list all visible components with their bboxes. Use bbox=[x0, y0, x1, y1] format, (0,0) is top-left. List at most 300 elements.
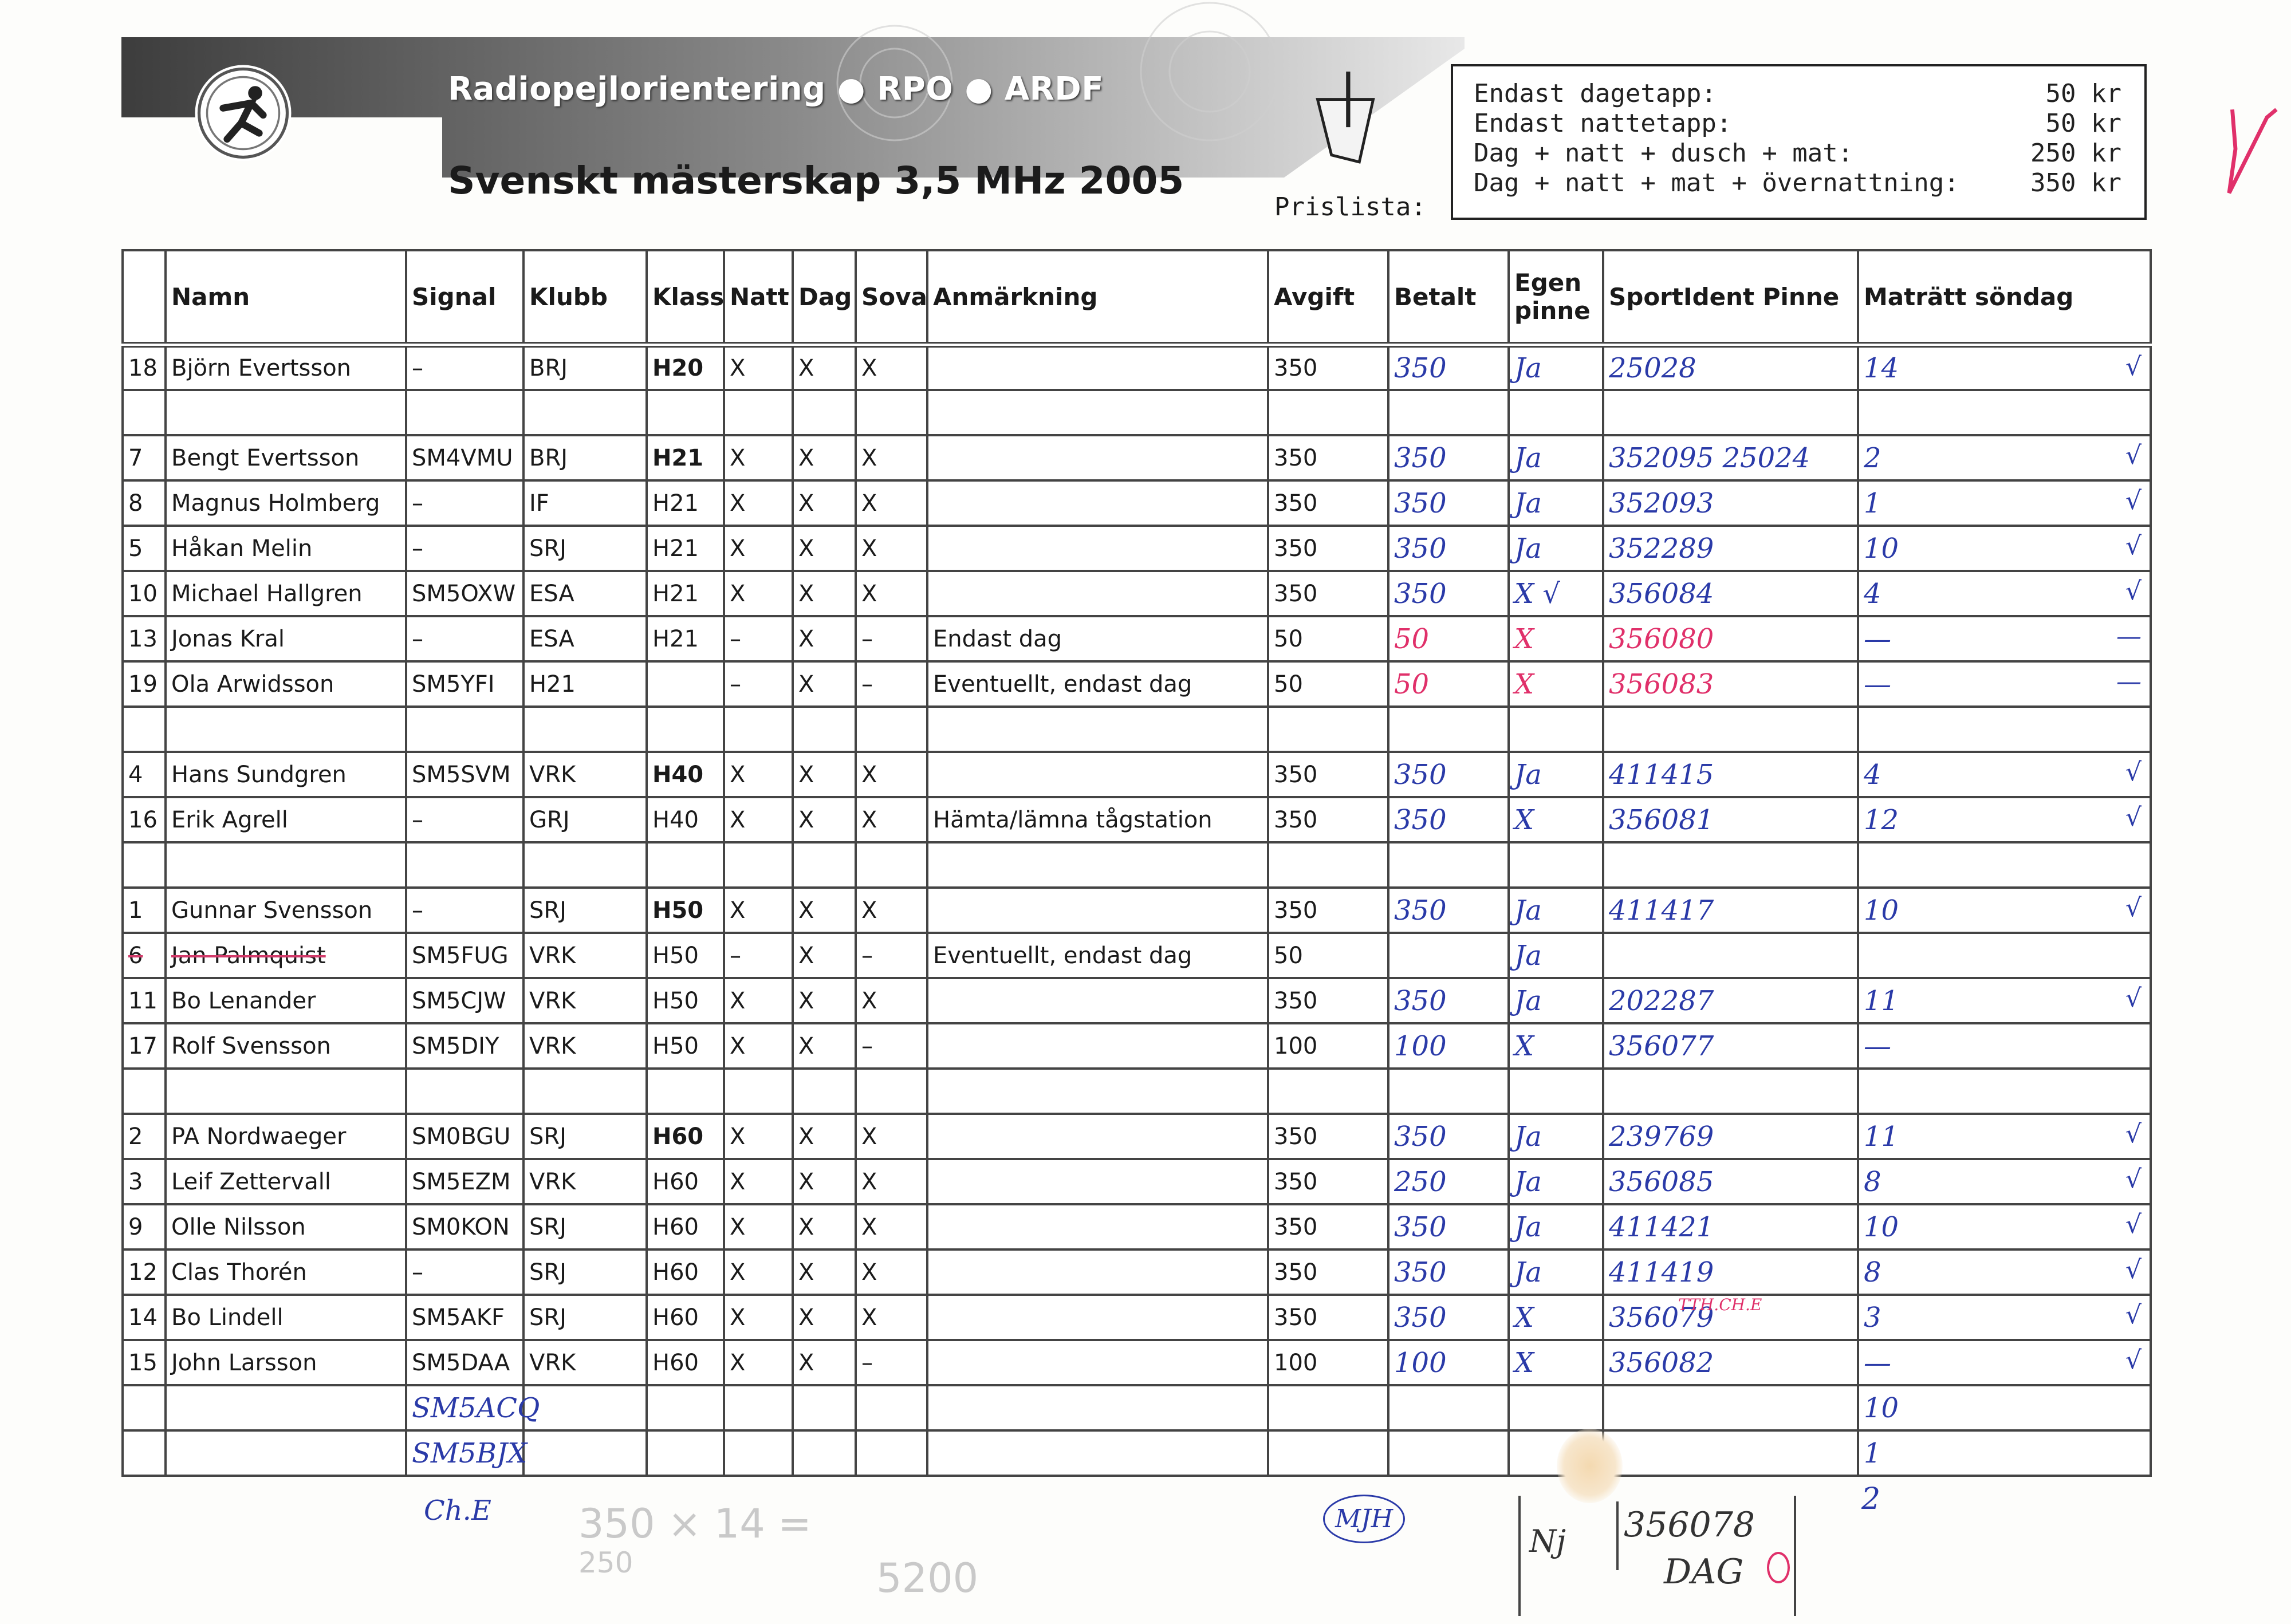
cell-avgift: 350 bbox=[1268, 888, 1388, 933]
table-row bbox=[123, 1023, 2151, 1069]
cell-nr: 12 bbox=[123, 1249, 166, 1295]
cell-egen: Ja bbox=[1509, 978, 1603, 1023]
cell-betalt: 350 bbox=[1388, 345, 1509, 390]
cell-egen: X √ bbox=[1509, 571, 1603, 616]
cell-si bbox=[1603, 1430, 1858, 1476]
cell-egen: Ja bbox=[1509, 1159, 1603, 1204]
cell-signal: – bbox=[406, 797, 523, 842]
cell-namn bbox=[166, 1385, 406, 1430]
cell-namn: Björn Evertsson bbox=[166, 345, 406, 390]
check-mark: — bbox=[2116, 622, 2142, 651]
cell-avgift: 350 bbox=[1268, 797, 1388, 842]
cell-dag: X bbox=[793, 797, 856, 842]
cell-betalt: 50 bbox=[1388, 661, 1509, 707]
cell-nr: 6 bbox=[123, 933, 166, 978]
cell-natt bbox=[724, 842, 793, 888]
cell-dag: X bbox=[793, 1204, 856, 1249]
cell-sova: X bbox=[856, 1204, 927, 1249]
cell-anm bbox=[927, 1295, 1268, 1340]
cell-mat: — — bbox=[1858, 616, 2151, 661]
cell-egen bbox=[1509, 1385, 1603, 1430]
table-spacer-row bbox=[123, 842, 2151, 888]
cell-si: 356081 bbox=[1603, 797, 1858, 842]
cell-avgift bbox=[1268, 390, 1388, 435]
cell-anm bbox=[927, 1430, 1268, 1476]
cell-nr: 18 bbox=[123, 345, 166, 390]
cell-klass: H60 bbox=[647, 1340, 724, 1385]
table-row bbox=[123, 435, 2151, 480]
cell-natt bbox=[724, 1069, 793, 1114]
cell-avgift: 100 bbox=[1268, 1023, 1388, 1069]
cell-namn: Clas Thorén bbox=[166, 1249, 406, 1295]
cell-dag: X bbox=[793, 661, 856, 707]
cell-klass: H50 bbox=[647, 978, 724, 1023]
cell-sova: – bbox=[856, 1340, 927, 1385]
cell-nr: 19 bbox=[123, 661, 166, 707]
cell-klass bbox=[647, 661, 724, 707]
cell-nr: 10 bbox=[123, 571, 166, 616]
cell-signal bbox=[406, 390, 523, 435]
cell-natt: – bbox=[724, 933, 793, 978]
column-header: Egen pinne bbox=[1509, 250, 1603, 345]
column-header: Klubb bbox=[523, 250, 647, 345]
cell-sova: – bbox=[856, 1023, 927, 1069]
cell-klass: H50 bbox=[647, 888, 724, 933]
cell-betalt bbox=[1388, 933, 1509, 978]
cell-signal: SM5DAA bbox=[406, 1340, 523, 1385]
cell-namn: John Larsson bbox=[166, 1340, 406, 1385]
check-mark: √ bbox=[2125, 1346, 2142, 1375]
column-header: Sova bbox=[856, 250, 927, 345]
cell-egen: Ja bbox=[1509, 526, 1603, 571]
cell-anm bbox=[927, 752, 1268, 797]
cell-mat: 10 bbox=[1858, 1385, 2151, 1430]
cell-namn bbox=[166, 707, 406, 752]
cell-natt: – bbox=[724, 616, 793, 661]
page-title: Svenskt mästerskap 3,5 MHz 2005 bbox=[448, 159, 1184, 203]
cell-dag: X bbox=[793, 1023, 856, 1069]
annotation-mat-extra: 2 bbox=[1861, 1482, 1881, 1516]
cell-si bbox=[1603, 390, 1858, 435]
column-header: Dag bbox=[793, 250, 856, 345]
cell-si: 356083 bbox=[1603, 661, 1858, 707]
table-row bbox=[123, 1430, 2151, 1476]
check-mark: √ bbox=[2125, 441, 2142, 470]
cell-natt: X bbox=[724, 345, 793, 390]
cell-mat: 14 √ bbox=[1858, 345, 2151, 390]
cell-klubb: BRJ bbox=[523, 345, 647, 390]
cell-namn: Magnus Holmberg bbox=[166, 480, 406, 526]
cell-si: 356082 bbox=[1603, 1340, 1858, 1385]
bottom-box-divider bbox=[1616, 1501, 1619, 1570]
cell-dag: X bbox=[793, 1159, 856, 1204]
cell-avgift bbox=[1268, 842, 1388, 888]
cell-sova bbox=[856, 842, 927, 888]
cell-avgift: 350 bbox=[1268, 1295, 1388, 1340]
cell-sova: X bbox=[856, 1295, 927, 1340]
cell-nr bbox=[123, 1385, 166, 1430]
cell-klass: H21 bbox=[647, 435, 724, 480]
check-mark: √ bbox=[2125, 984, 2142, 1013]
price-list-label: Prislista: bbox=[1274, 192, 1426, 222]
cell-dag: X bbox=[793, 888, 856, 933]
cell-si: 411417 bbox=[1603, 888, 1858, 933]
cell-dag: X bbox=[793, 1340, 856, 1385]
cell-si bbox=[1603, 707, 1858, 752]
cell-egen: Ja bbox=[1509, 345, 1603, 390]
cell-natt: X bbox=[724, 752, 793, 797]
column-header: SportIdent Pinne bbox=[1603, 250, 1858, 345]
cell-avgift: 350 bbox=[1268, 435, 1388, 480]
cell-betalt: 350 bbox=[1388, 797, 1509, 842]
cell-namn: Hans Sundgren bbox=[166, 752, 406, 797]
cell-egen: X bbox=[1509, 797, 1603, 842]
cell-signal: SM4VMU bbox=[406, 435, 523, 480]
cell-avgift bbox=[1268, 707, 1388, 752]
cell-anm bbox=[927, 1114, 1268, 1159]
cell-egen: Ja bbox=[1509, 888, 1603, 933]
table-row bbox=[123, 480, 2151, 526]
column-header: Signal bbox=[406, 250, 523, 345]
cell-nr: 8 bbox=[123, 480, 166, 526]
cell-nr: 2 bbox=[123, 1114, 166, 1159]
column-header: Maträtt söndag bbox=[1858, 250, 2151, 345]
cell-namn: PA Nordwaeger bbox=[166, 1114, 406, 1159]
cell-anm bbox=[927, 480, 1268, 526]
cell-signal: SM0BGU bbox=[406, 1114, 523, 1159]
cell-egen: X bbox=[1509, 661, 1603, 707]
cell-klubb: VRK bbox=[523, 752, 647, 797]
cell-sova: – bbox=[856, 933, 927, 978]
cell-signal: – bbox=[406, 345, 523, 390]
cell-klubb: VRK bbox=[523, 933, 647, 978]
cell-mat: 10 √ bbox=[1858, 1204, 2151, 1249]
cell-avgift: 350 bbox=[1268, 571, 1388, 616]
cell-betalt: 350 bbox=[1388, 888, 1509, 933]
cell-sova: X bbox=[856, 526, 927, 571]
cell-egen bbox=[1509, 390, 1603, 435]
cell-dag bbox=[793, 842, 856, 888]
cell-klass bbox=[647, 707, 724, 752]
cell-egen bbox=[1509, 1069, 1603, 1114]
cell-klubb bbox=[523, 1069, 647, 1114]
cell-betalt: 350 bbox=[1388, 435, 1509, 480]
cell-anm bbox=[927, 1385, 1268, 1430]
cell-anm bbox=[927, 888, 1268, 933]
table-row bbox=[123, 752, 2151, 797]
cell-klass bbox=[647, 1069, 724, 1114]
cell-nr bbox=[123, 1430, 166, 1476]
cell-avgift: 350 bbox=[1268, 752, 1388, 797]
cell-dag: X bbox=[793, 1114, 856, 1159]
cell-sova bbox=[856, 1069, 927, 1114]
cell-si: 411415 bbox=[1603, 752, 1858, 797]
cell-si: 356080 bbox=[1603, 616, 1858, 661]
column-header: Avgift bbox=[1268, 250, 1388, 345]
cell-dag: X bbox=[793, 1295, 856, 1340]
cell-sova: X bbox=[856, 1249, 927, 1295]
cell-klubb bbox=[523, 390, 647, 435]
cell-signal: – bbox=[406, 1249, 523, 1295]
cell-egen: Ja bbox=[1509, 435, 1603, 480]
column-header: Namn bbox=[166, 250, 406, 345]
table-spacer-row bbox=[123, 707, 2151, 752]
cell-signal: – bbox=[406, 616, 523, 661]
cell-natt: X bbox=[724, 1159, 793, 1204]
cell-si: 352289 bbox=[1603, 526, 1858, 571]
cell-klubb bbox=[523, 842, 647, 888]
cell-klubb: ESA bbox=[523, 616, 647, 661]
cell-mat: 4 √ bbox=[1858, 752, 2151, 797]
cell-natt: X bbox=[724, 797, 793, 842]
cell-dag: X bbox=[793, 571, 856, 616]
check-mark: √ bbox=[2125, 1120, 2142, 1149]
cell-si: 202287 bbox=[1603, 978, 1858, 1023]
cell-betalt: 350 bbox=[1388, 1114, 1509, 1159]
banner-title: Radiopejlorientering ● RPO ● ARDF bbox=[448, 70, 1104, 108]
cell-namn: Jan Palmquist bbox=[166, 933, 406, 978]
cell-signal: SM0KON bbox=[406, 1204, 523, 1249]
table-row bbox=[123, 1114, 2151, 1159]
cell-signal bbox=[406, 707, 523, 752]
cell-anm bbox=[927, 1204, 1268, 1249]
cell-avgift: 350 bbox=[1268, 1204, 1388, 1249]
cell-anm: Eventuellt, endast dag bbox=[927, 933, 1268, 978]
cell-klass: H60 bbox=[647, 1114, 724, 1159]
cell-natt: X bbox=[724, 1114, 793, 1159]
cell-sova: X bbox=[856, 571, 927, 616]
cell-dag: X bbox=[793, 978, 856, 1023]
cell-mat: 4 √ bbox=[1858, 571, 2151, 616]
cell-anm bbox=[927, 1159, 1268, 1204]
table-row bbox=[123, 1385, 2151, 1430]
cell-mat: 1 bbox=[1858, 1430, 2151, 1476]
check-mark: √ bbox=[2125, 1210, 2142, 1239]
cell-signal: – bbox=[406, 480, 523, 526]
cell-namn: Bo Lindell bbox=[166, 1295, 406, 1340]
cell-klass bbox=[647, 1430, 724, 1476]
pencil-total: 5200 bbox=[876, 1555, 979, 1602]
table-row bbox=[123, 797, 2151, 842]
table-row bbox=[123, 1340, 2151, 1385]
cell-natt: X bbox=[724, 1340, 793, 1385]
cell-sova: X bbox=[856, 435, 927, 480]
cell-mat: 1 √ bbox=[1858, 480, 2151, 526]
cell-mat: 2 √ bbox=[1858, 435, 2151, 480]
check-mark: √ bbox=[2125, 352, 2142, 381]
cell-egen: X bbox=[1509, 1295, 1603, 1340]
cell-dag: X bbox=[793, 526, 856, 571]
cell-dag: X bbox=[793, 752, 856, 797]
table-row bbox=[123, 571, 2151, 616]
cell-si: 356079 bbox=[1603, 1295, 1858, 1340]
cell-natt bbox=[724, 707, 793, 752]
table-row bbox=[123, 1204, 2151, 1249]
cell-betalt: 350 bbox=[1388, 480, 1509, 526]
cell-natt: X bbox=[724, 526, 793, 571]
cell-si: 352093 bbox=[1603, 480, 1858, 526]
cell-nr: 9 bbox=[123, 1204, 166, 1249]
cell-nr bbox=[123, 390, 166, 435]
cell-signal bbox=[406, 1069, 523, 1114]
table-row bbox=[123, 888, 2151, 933]
cell-sova: X bbox=[856, 888, 927, 933]
annotation-tth: TTH.CH.E bbox=[1678, 1295, 1762, 1314]
cell-klubb bbox=[523, 1385, 647, 1430]
cell-sova: X bbox=[856, 1114, 927, 1159]
cell-si: 239769 bbox=[1603, 1114, 1858, 1159]
cell-natt bbox=[724, 390, 793, 435]
cell-namn: Michael Hallgren bbox=[166, 571, 406, 616]
cell-sova bbox=[856, 1430, 927, 1476]
price-list-box bbox=[1451, 64, 2147, 220]
cell-si bbox=[1603, 1069, 1858, 1114]
cell-klubb: SRJ bbox=[523, 526, 647, 571]
cell-dag: X bbox=[793, 345, 856, 390]
cell-sova: X bbox=[856, 345, 927, 390]
table-row bbox=[123, 616, 2151, 661]
cell-klass: H21 bbox=[647, 571, 724, 616]
cell-namn: Gunnar Svensson bbox=[166, 888, 406, 933]
cell-signal: SM5DIY bbox=[406, 1023, 523, 1069]
cell-namn: Erik Agrell bbox=[166, 797, 406, 842]
check-mark: √ bbox=[2125, 758, 2142, 787]
cell-egen: Ja bbox=[1509, 933, 1603, 978]
cell-signal: SM5EZM bbox=[406, 1159, 523, 1204]
table-row bbox=[123, 1159, 2151, 1204]
cell-klubb: SRJ bbox=[523, 888, 647, 933]
cell-klass: H40 bbox=[647, 797, 724, 842]
cell-avgift: 350 bbox=[1268, 1159, 1388, 1204]
cell-anm: Endast dag bbox=[927, 616, 1268, 661]
annotation-initials: MJH bbox=[1323, 1495, 1405, 1543]
header-banner bbox=[121, 37, 1465, 203]
cell-betalt bbox=[1388, 1385, 1509, 1430]
cell-nr bbox=[123, 842, 166, 888]
cell-namn: Jonas Kral bbox=[166, 616, 406, 661]
cell-namn bbox=[166, 1430, 406, 1476]
cell-avgift: 350 bbox=[1268, 978, 1388, 1023]
cell-nr: 14 bbox=[123, 1295, 166, 1340]
cell-sova: X bbox=[856, 480, 927, 526]
cell-anm bbox=[927, 1069, 1268, 1114]
column-header bbox=[123, 250, 166, 345]
cell-mat: 10 √ bbox=[1858, 888, 2151, 933]
antenna-compass-icon bbox=[1302, 72, 1388, 169]
cell-mat: 12 √ bbox=[1858, 797, 2151, 842]
cell-klubb: GRJ bbox=[523, 797, 647, 842]
price-row: Dag + natt + dusch + mat: 250 kr bbox=[1474, 139, 2121, 168]
red-circle-mark bbox=[1767, 1552, 1790, 1583]
cell-anm bbox=[927, 390, 1268, 435]
cell-nr: 5 bbox=[123, 526, 166, 571]
cell-nr: 4 bbox=[123, 752, 166, 797]
cell-betalt: 350 bbox=[1388, 1249, 1509, 1295]
cell-mat: — bbox=[1858, 1023, 2151, 1069]
cell-egen: Ja bbox=[1509, 1249, 1603, 1295]
cell-betalt bbox=[1388, 707, 1509, 752]
pencil-sum: 350 × 14 = bbox=[578, 1500, 812, 1547]
cell-avgift bbox=[1268, 1069, 1388, 1114]
table-spacer-row bbox=[123, 390, 2151, 435]
cell-avgift: 100 bbox=[1268, 1340, 1388, 1385]
cell-signal: SM5CJW bbox=[406, 978, 523, 1023]
cell-avgift: 350 bbox=[1268, 345, 1388, 390]
cell-natt: X bbox=[724, 480, 793, 526]
cell-nr: 1 bbox=[123, 888, 166, 933]
cell-dag: X bbox=[793, 1249, 856, 1295]
cell-egen bbox=[1509, 707, 1603, 752]
cell-natt bbox=[724, 1385, 793, 1430]
cell-namn: Olle Nilsson bbox=[166, 1204, 406, 1249]
cell-betalt: 100 bbox=[1388, 1340, 1509, 1385]
cell-mat bbox=[1858, 1069, 2151, 1114]
cell-klass: H40 bbox=[647, 752, 724, 797]
cell-namn bbox=[166, 842, 406, 888]
cell-natt: X bbox=[724, 1249, 793, 1295]
cell-klubb bbox=[523, 707, 647, 752]
table-row bbox=[123, 978, 2151, 1023]
cell-sova: – bbox=[856, 661, 927, 707]
cell-signal: – bbox=[406, 888, 523, 933]
cell-signal: SM5SVM bbox=[406, 752, 523, 797]
pencil-sub: 250 bbox=[578, 1546, 633, 1579]
cell-klubb: SRJ bbox=[523, 1114, 647, 1159]
cell-nr: 15 bbox=[123, 1340, 166, 1385]
column-header: Anmärkning bbox=[927, 250, 1268, 345]
coffee-stain bbox=[1557, 1429, 1623, 1503]
cell-natt: X bbox=[724, 978, 793, 1023]
table-spacer-row bbox=[123, 1069, 2151, 1114]
cell-klubb: SRJ bbox=[523, 1249, 647, 1295]
cell-mat: 11 √ bbox=[1858, 978, 2151, 1023]
cell-signal bbox=[406, 842, 523, 888]
cell-anm bbox=[927, 571, 1268, 616]
price-row: Dag + natt + mat + övernattning: 350 kr bbox=[1474, 168, 2121, 198]
cell-klubb: SRJ bbox=[523, 1204, 647, 1249]
cell-dag bbox=[793, 390, 856, 435]
cell-klass: H20 bbox=[647, 345, 724, 390]
cell-egen: X bbox=[1509, 1340, 1603, 1385]
cell-anm bbox=[927, 842, 1268, 888]
check-mark: √ bbox=[2125, 1255, 2142, 1284]
cell-nr bbox=[123, 1069, 166, 1114]
check-mark: √ bbox=[2125, 803, 2142, 832]
cell-signal: SM5FUG bbox=[406, 933, 523, 978]
cell-avgift: 50 bbox=[1268, 933, 1388, 978]
cell-avgift: 50 bbox=[1268, 661, 1388, 707]
cell-si bbox=[1603, 842, 1858, 888]
cell-natt: X bbox=[724, 888, 793, 933]
table-row bbox=[123, 1249, 2151, 1295]
column-header: Klass bbox=[647, 250, 724, 345]
cell-klass bbox=[647, 1385, 724, 1430]
cell-anm bbox=[927, 707, 1268, 752]
cell-namn: Bo Lenander bbox=[166, 978, 406, 1023]
cell-betalt: 100 bbox=[1388, 1023, 1509, 1069]
cell-natt bbox=[724, 1430, 793, 1476]
cell-betalt: 350 bbox=[1388, 752, 1509, 797]
cell-betalt bbox=[1388, 1069, 1509, 1114]
cell-si bbox=[1603, 933, 1858, 978]
cell-signal: SM5ACQ bbox=[406, 1385, 523, 1430]
table-row bbox=[123, 661, 2151, 707]
cell-betalt: 250 bbox=[1388, 1159, 1509, 1204]
cell-klass: H21 bbox=[647, 480, 724, 526]
cell-avgift: 350 bbox=[1268, 1249, 1388, 1295]
cell-klass: H21 bbox=[647, 616, 724, 661]
cell-nr: 11 bbox=[123, 978, 166, 1023]
